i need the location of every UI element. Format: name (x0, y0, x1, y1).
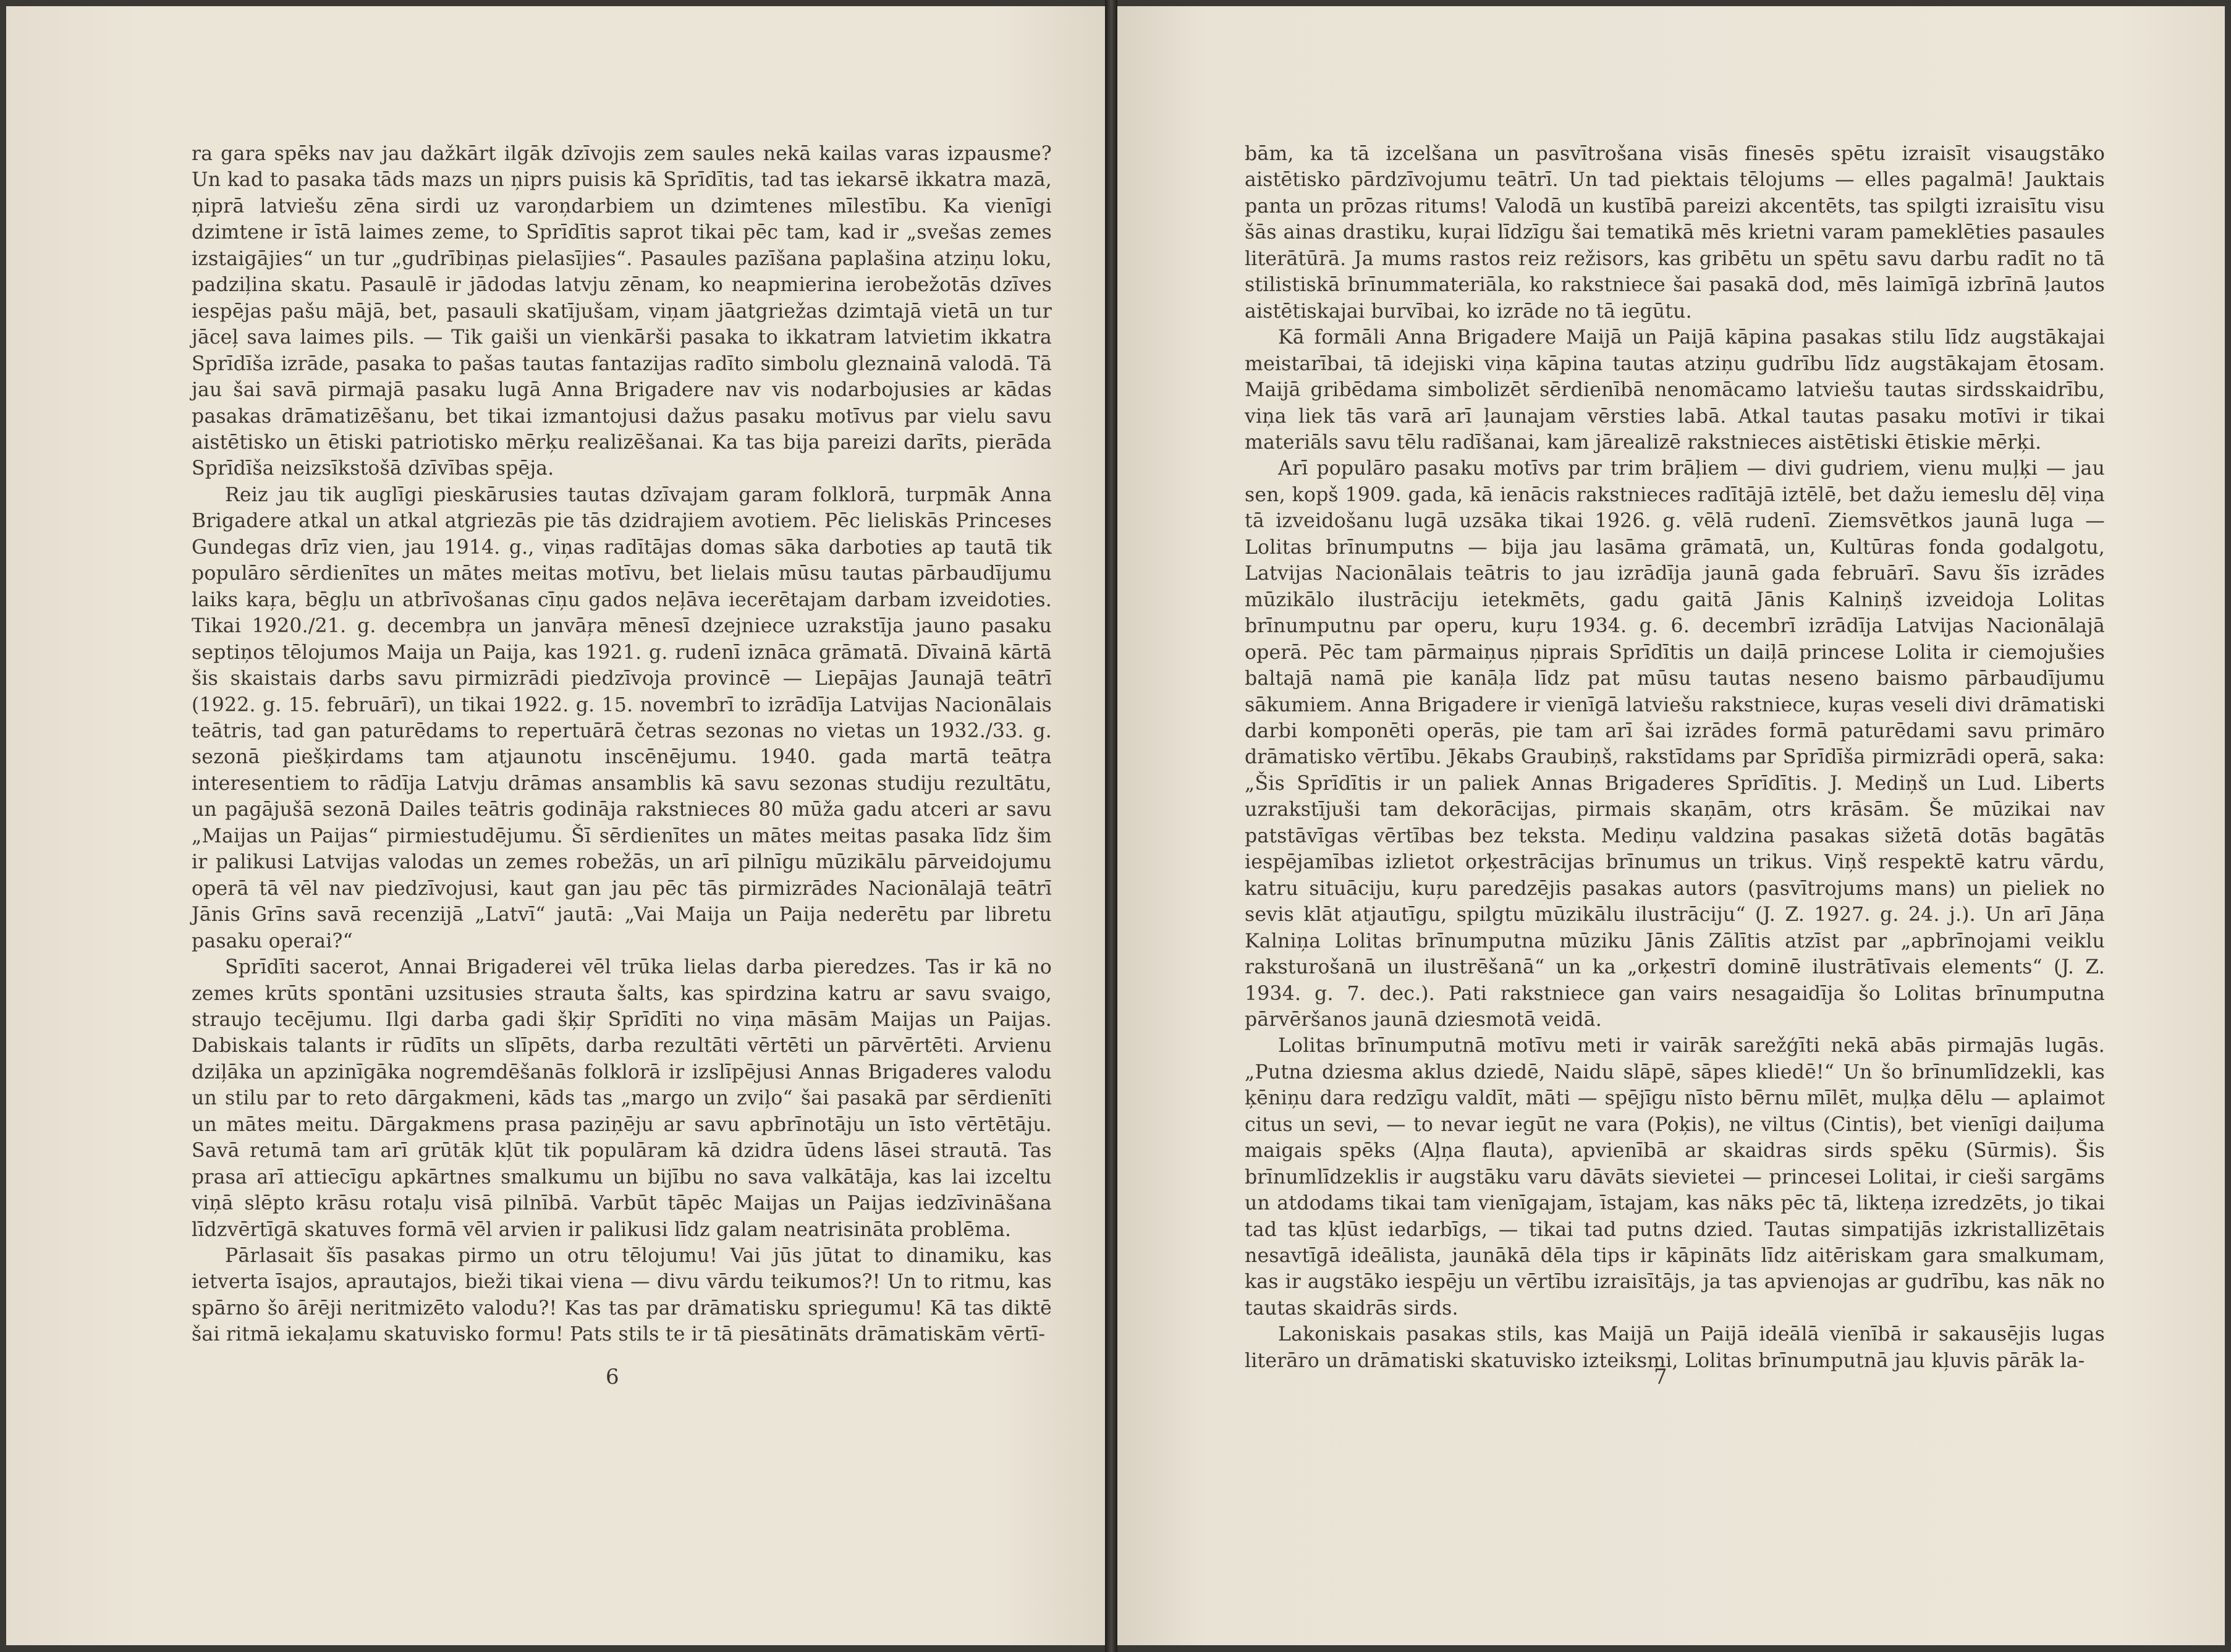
left-page-text (192, 141, 1052, 1348)
right-page (1117, 6, 2225, 1645)
paragraph: Reiz jau tik auglīgi pieskārusies tautas dzīvajam garam folklorā, turpmāk Anna Brigadere atkal un atkal atgriezās pie tās dzidrajiem avotiem. Pēc lieliskās Princeses Gundegas drīz vien, jau 1914. g., viņas radītājas domas sāka darboties ap tautā tik populāro sērdienītes un mātes meitas motīvu, bet lielais mūsu tautas pārbaudījumu laiks kaŗa, bēgļu un atbrīvošanas cīņu gados neļāva iecerētajam darbam izveidoties. Tikai 1920./21. g. decembŗa un janvāŗa mēnesī dzejniece uzrakstīja jauno pasaku septiņos tēlojumos Maija un Paija, kas 1921. g. rudenī iznāca grāmatā. Dīvainā kārtā šis skaistais darbs savu pirmizrādi piedzīvoja provincē — Liepājas Jaunajā teātrī (1922. g. 15. februārī), un tikai 1922. g. 15. novembrī to izrādīja Latvijas Nacionālais teātris, tad gan paturēdams to repertuārā četras sezonas no vietas un 1932./33. g. sezonā piešķirdams tam atjaunotu inscēnējumu. 1940. gada martā teātŗa interesentiem to rādīja Latvju drāmas ansamblis kā savu sezonas studiju rezultātu, un pagājušā sezonā Dailes teātris godināja rakstnieces 80 mūža gadu atceri ar savu „Maijas un Paijas“ pirmiestudējumu. Šī sērdienītes un mātes meitas pasaka līdz šim ir palikusi Latvijas valodas un zemes robežās, un arī pilnīgu mūzikālu pārveidojumu operā tā vēl nav piedzīvojusi, kaut gan jau pēc tās pirmizrādes Nacionālajā teātrī Jānis Grīns savā recenzijā „Latvī“ jautā: „Vai Maija un Paija nederētu par libretu pasaku operai?“ (192, 483, 1052, 952)
paragraph: Lakoniskais pasakas stils, kas Maijā un Paijā ideālā vienībā ir sakausējis lugas literāro un drāmatiski skatuvisko izteiksmi, Lolitas brīnumputnā jau kļuvis pārāk la- (1245, 1323, 2105, 1372)
paragraph: Pārlasait šīs pasakas pirmo un otru tēlojumu! Vai jūs jūtat to dinamiku, kas ietverta īsajos, aprautajos, bieži tikai viena — divu vārdu teikumos?! Un to ritmu, kas spārno šo ārēji neritmizēto valodu?! Kas tas par drāmatisku spriegumu! Kā tas diktē šai ritmā iekaļamu skatuvisko formu! Pats stils te ir tā piesātināts drāmatiskām vērtī- (192, 1245, 1052, 1346)
page-number-right: 7 (1654, 1365, 1667, 1389)
page-number-left: 6 (606, 1365, 619, 1389)
left-page (6, 6, 1105, 1645)
paragraph: Lolitas brīnumputnā motīvu meti ir vairāk sarežģīti nekā abās pirmajās lugās. „Putna dziesma aklus dziedē, Naidu slāpē, sāpes kliedē!“ Un šo brīnumlīdzekli, kas ķēniņu dara redzīgu valdīt, māti — spējīgu nīsto bērnu mīlēt, muļķa dēlu — aplaimot citus un sevi, — to nevar iegūt ne vara (Poķis), ne viltus (Cintis), bet vienīgi daiļuma maigais spēks (Aļņa flauta), apvienībā ar skaidras sirds spēku (Sūrmis). Šis brīnumlīdzeklis ir augstāku varu dāvāts sievietei — princesei Lolitai, ir cieši sargāms un atdodams tikai tam vienīgajam, īstajam, kas nāks pēc tā, likteņa izredzēts, jo tikai tad tas kļūst iedarbīgs, — tikai tad putns dzied. Tautas simpatijās izkristallizētais nesavtīgā ideālista, jaunākā dēla tips ir kāpināts līdz aitēriskam gara smalkumam, kas ir augstāko iespēju un vērtību izraisītājs, ja tas apvienojas ar gudrību, kas nāk no tautas skaidrās sirds. (1245, 1035, 2105, 1319)
right-page-text (1245, 141, 2105, 1374)
paragraph: ra gara spēks nav jau dažkārt ilgāk dzīvojis zem saules nekā kailas varas izpausme? Un kad to pasaka tāds mazs un ņiprs puisis kā Sprīdītis, tad tas iekarsē ikkatra mazā, ņiprā latviešu zēna sirdi uz varoņdarbiem un dzimtenes mīlestību. Ka vienīgi dzimtene ir īstā laimes zeme, to Sprīdītis saprot tikai pēc tam, kad ir „svešas zemes izstaigājies“ un tur „gudrībiņas pielasījies“. Pasaules pazīšana paplašina atziņu loku, padziļina skatu. Pasaulē ir jādodas latvju zēnam, ko neapmierina ierobežotās dzīves iespējas pašu mājā, bet, pasauli skatījušam, viņam jāatgriežas dzimtajā vietā un tur jāceļ sava laimes pils. — Tik gaiši un vienkārši pasaka to ikkatram latvietim ikkatra Sprīdīša izrāde, pasaka to pašas tautas fantazijas radīto simbolu gleznainā valodā. Tā jau šai savā pirmajā pasaku lugā Anna Brigadere nav vis nodarbojusies ar kādas pasakas drāmatizēšanu, bet tikai izmantojusi dažus pasaku motīvus par vielu savu aistētisko un ētiski patriotisko mērķu realizēšanai. Ka tas bija pareizi darīts, pierāda Sprīdīša neizsīkstošā dzīvības spēja. (192, 143, 1052, 480)
book-gutter (1105, 0, 1117, 1652)
paragraph: Sprīdīti sacerot, Annai Brigaderei vēl trūka lielas darba pieredzes. Tas ir kā no zemes krūts spontāni uzsitusies strauta šalts, kas spirdzina katru ar savu svaigo, straujo tecējumu. Ilgi darba gadi šķiŗ Sprīdīti no viņa māsām Maijas un Paijas. Dabiskais talants ir rūdīts un slīpēts, darba rezultāti vērtēti un pārvērtēti. Arvienu dziļāka un apzinīgāka nogremdēšanās folklorā ir izslīpējusi Annas Brigaderes valodu un stilu par to reto dārgakmeni, kāds tas „margo un zviļo“ šai pasakā par sērdienīti un mātes meitu. Dārgakmens prasa paziņēju ar savu apbrīnotāju un īsto vērtētāju. Savā retumā tam arī grūtāk kļūt tik populāram kā dzidra ūdens lāsei strautā. Tas prasa arī attiecīgu apkārtnes smalkumu un bijību no sava valkātāja, kas lai izceltu viņā slēpto krāsu rotaļu visā pilnībā. Varbūt tāpēc Maijas un Paijas iedzīvināšana līdzvērtīgā skatuves formā vēl arvien ir palikusi līdz galam neatrisināta problēma. (192, 956, 1052, 1241)
paragraph: Arī populāro pasaku motīvs par trim brāļiem — divi gudriem, vienu muļķi — jau sen, kopš 1909. gada, kā ienācis rakstnieces radītājā iztēlē, bet dažu iemeslu dēļ viņa tā izveidošanu lugā uzsāka tikai 1926. g. vēlā rudenī. Ziemsvētkos jaunā luga — Lolitas brīnumputns — bija jau lasāma grāmatā, un, Kultūras fonda godalgotu, Latvijas Nacionālais teātris to jau izrādīja jaunā gada februārī. Savu šīs izrādes mūzikālo ilustrāciju ietekmēts, gadu gaitā Jānis Kalniņš izveidoja Lolitas brīnumputnu par operu, kuŗu 1934. g. 6. decembrī izrādīja Latvijas Nacionālajā operā. Pēc tam pārmaiņus ņiprais Sprīdītis un daiļā princese Lolita ir ciemojušies baltajā namā pie kanāļa līdz pat mūsu tautas neseno baismo pārbaudījumu sākumiem. Anna Brigadere ir vienīgā latviešu rakstniece, kuŗas veseli divi drāmatiski darbi komponēti operās, pie tam arī šai izrādes formā paturēdami savu primāro drāmatisko vērtību. Jēkabs Graubiņš, rakstīdams par Sprīdīša pirmizrādi operā, saka: „Šis Sprīdītis ir un paliek Annas Brigaderes Sprīdītis. J. Mediņš un Lud. Liberts uzrakstījuši tam dekorācijas, pirmais skaņām, otrs krāsām. Še mūzikai nav patstāvīgas vērtības bez teksta. Mediņu valdzina pasakas sižetā dotās bagātās iespējamības izlietot orķestrācijas brīnumus un trikus. Viņš respektē katru vārdu, katru situāciju, kuŗu paredzējis pasakas autors (pasvītrojums mans) un pieliek no sevis klāt atjautīgu, spilgtu mūzikālu ilustrāciju“ (J. Z. 1927. g. 24. j.). Un arī Jāņa Kalniņa Lolitas brīnumputna mūziku Jānis Zālītis atzīst par „apbrīnojami veiklu raksturošanā un ilustrēšanā“ un ka „orķestrī dominē ilustrātīvais elements“ (J. Z. 1934. g. 7. dec.). Pati rakstniece gan vairs nesagaidīja šo Lolitas brīnumputna pārvēršanos jaunā dziesmotā veidā. (1245, 457, 2105, 1031)
paragraph: Kā formāli Anna Brigadere Maijā un Paijā kāpina pasakas stilu līdz augstākajai meistarībai, tā idejiski viņa kāpina tautas atziņu gudrību līdz augstākajam ētosam. Maijā gribēdama simbolizēt sērdienībā nenomācamo latviešu tautas sirdsskaidrību, viņa liek tās varā arī ļaunajam vērsties labā. Atkal tautas pasaku motīvi ir tikai materiāls savu tēlu radīšanai, kam jārealizē rakstnieces aistētiski ētiskie mērķi. (1245, 326, 2105, 454)
paragraph: bām, ka tā izcelšana un pasvītrošana visās finesēs spētu izraisīt visaugstāko aistētisko pārdzīvojumu teātrī. Un tad piektais tēlojums — elles pagalmā! Jauktais panta un prōzas ritums! Valodā un kustībā pareizi akcentēts, tas spilgti izraisītu visu šās ainas drastiku, kuŗai līdzīgu šai tematikā mēs krietni varam pameklēties pasaules literātūrā. Ja mums rastos reiz režisors, kas gribētu un spētu savu darbu radīt no tā stilistiskā brīnummateriāla, ko rakstniece šai pasakā dod, mēs laimīgā izbrīnā ļautos aistētiskajai burvībai, ko izrāde no tā iegūtu. (1245, 143, 2105, 323)
